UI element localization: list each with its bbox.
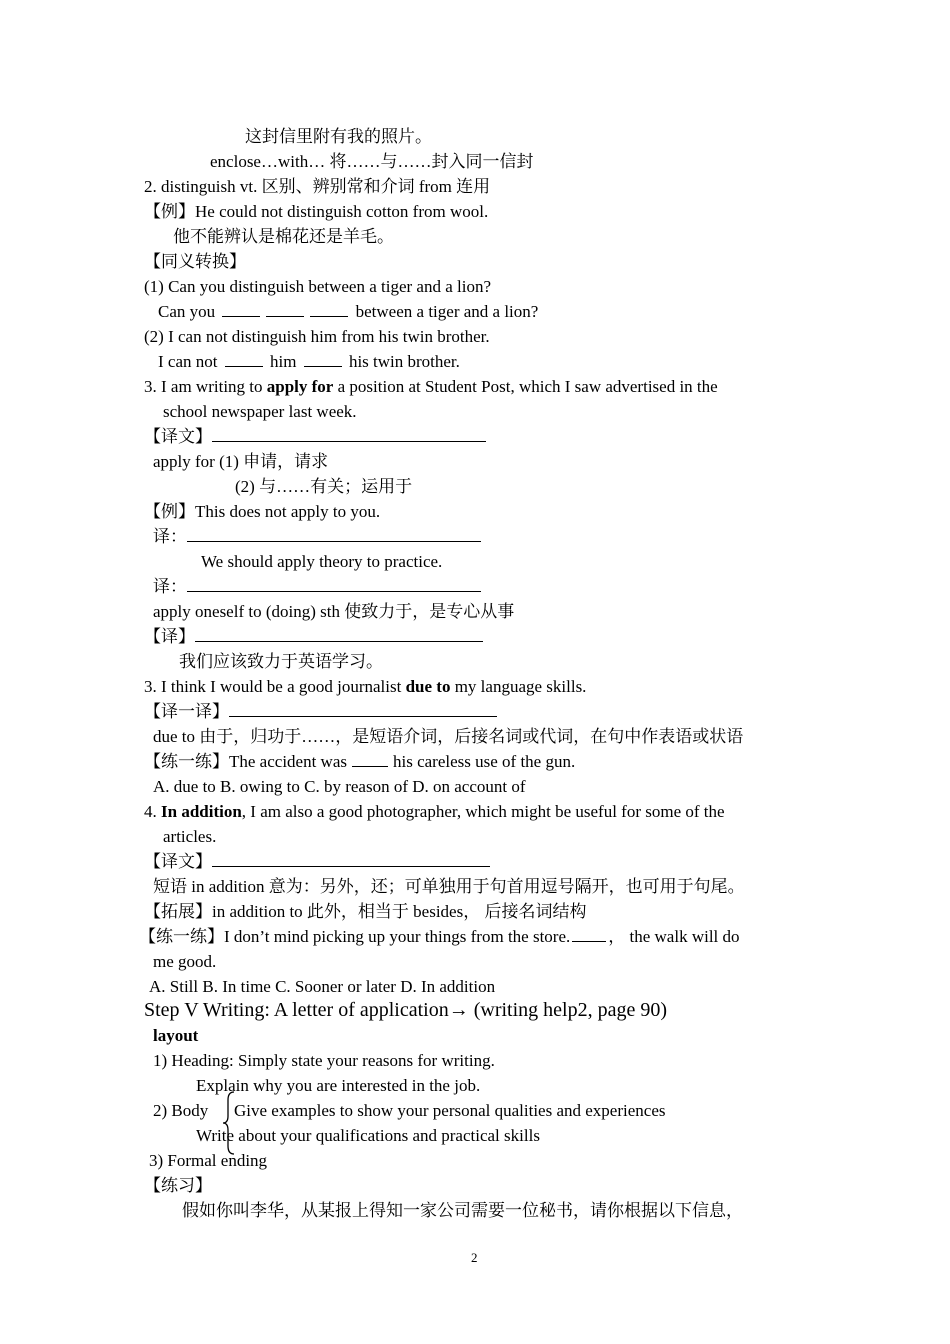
- layout-body-detail: Give examples to show your personal qualities and experiences: [234, 1101, 666, 1120]
- apply-oneself-note: apply oneself to (doing) sth 使致力于，是专心从事: [153, 602, 515, 621]
- practice-prompt: 假如你叫李华，从某报上得知一家公司需要一位秘书，请你根据以下信息，: [182, 1201, 743, 1220]
- practice-label: 【练习】: [144, 1176, 212, 1195]
- question-text: 【练一练】The accident was: [144, 752, 347, 771]
- distinguish-heading: 2. distinguish vt. 区别、辨别常和介词 from 连用: [144, 177, 491, 196]
- sentence-part: my language skills.: [450, 677, 587, 696]
- in-addition-note: 短语 in addition 意为：另外，还；可单独用于句首用逗号隔开，也可用于句尾。: [153, 877, 745, 896]
- answer-blank[interactable]: [187, 526, 481, 542]
- label: 译：: [153, 577, 187, 596]
- sentence-part: 4.: [144, 802, 161, 821]
- question-text: ， the walk will do: [608, 927, 740, 946]
- apply-for-sentence: [144, 376, 718, 398]
- key-phrase: In addition: [161, 802, 242, 821]
- answer-blank[interactable]: [212, 851, 490, 867]
- example-translation: 他不能辨认是棉花还是羊毛。: [173, 227, 394, 246]
- apply-for-sentence-cont: school newspaper last week.: [163, 402, 357, 421]
- label: 【译文】: [144, 427, 212, 446]
- chinese-sentence: 我们应该致力于英语学习。: [179, 652, 383, 671]
- label: 【译文】: [144, 852, 212, 871]
- due-to-sentence: [144, 676, 586, 698]
- transform-answer-1: [158, 301, 538, 323]
- answer-blank[interactable]: [229, 701, 497, 717]
- answer-blank[interactable]: [195, 626, 483, 642]
- sentence-part: 3. I think I would be a good journalist: [144, 677, 406, 696]
- answer-blank[interactable]: [212, 426, 486, 442]
- answer-text: Can you: [158, 302, 216, 321]
- enclose-with-note: enclose…with… 将……与……封入同一信封: [210, 152, 534, 171]
- fill-blank[interactable]: [572, 927, 606, 942]
- answer-text: between a tiger and a lion?: [355, 302, 539, 321]
- label: 【译一译】: [144, 702, 229, 721]
- translation-prompt: [144, 851, 490, 873]
- label: 【译】: [144, 627, 195, 646]
- label: 译：: [153, 527, 187, 546]
- exercise-options: A. Still B. In time C. Sooner or later D. In addition: [149, 977, 496, 996]
- page-number: 2: [471, 1250, 478, 1265]
- sentence-part: 3. I am writing to: [144, 377, 267, 396]
- answer-text: I can not: [158, 352, 218, 371]
- fill-blank[interactable]: [266, 302, 304, 317]
- translation-prompt: [144, 701, 497, 723]
- extension-note: 【拓展】in addition to 此外，相当于 besides， 后接名词结构: [144, 902, 587, 921]
- fill-blank[interactable]: [304, 352, 342, 367]
- translation-prompt: [144, 626, 483, 648]
- transform-question-1: (1) Can you distinguish between a tiger and a lion?: [144, 277, 491, 296]
- exercise-question-cont: me good.: [153, 952, 217, 971]
- sentence-part: a position at Student Post, which I saw advertised in the: [333, 377, 718, 396]
- fill-blank[interactable]: [225, 352, 263, 367]
- translation-prompt: [153, 576, 481, 598]
- question-text: his careless use of the gun.: [393, 752, 576, 771]
- layout-body-detail: Write about your qualifications and practical skills: [196, 1126, 540, 1145]
- exercise-question: [144, 751, 575, 773]
- key-phrase: due to: [405, 677, 451, 696]
- layout-label: layout: [153, 1026, 199, 1045]
- in-addition-sentence-cont: articles.: [163, 827, 217, 846]
- in-addition-sentence: [144, 801, 725, 823]
- fill-blank[interactable]: [310, 302, 348, 317]
- answer-text: his twin brother.: [348, 352, 460, 371]
- exercise-options: A. due to B. owing to C. by reason of D. on account of: [153, 777, 526, 796]
- example-line: We should apply theory to practice.: [201, 552, 443, 571]
- transform-question-2: (2) I can not distinguish him from his twin brother.: [144, 327, 490, 346]
- translation-prompt: [144, 426, 486, 448]
- chinese-translation-line: 这封信里附有我的照片。: [245, 127, 432, 146]
- example-line: 【例】This does not apply to you.: [144, 502, 381, 521]
- layout-heading-item: 1) Heading: Simply state your reasons for writing.: [153, 1051, 495, 1070]
- step-heading: Step V Writing: A letter of application→ (writing help2, page 90): [144, 999, 667, 1021]
- translation-prompt: [153, 526, 481, 548]
- transform-answer-2: [158, 351, 460, 373]
- answer-blank[interactable]: [187, 576, 481, 592]
- apply-for-meaning-1: apply for (1) 申请，请求: [153, 452, 329, 471]
- answer-text: him: [269, 352, 297, 371]
- apply-for-meaning-2: (2) 与……有关；运用于: [235, 477, 413, 496]
- fill-blank[interactable]: [222, 302, 260, 317]
- fill-blank[interactable]: [352, 752, 388, 767]
- example-line: 【例】He could not distinguish cotton from wool.: [144, 202, 489, 221]
- layout-body-item: 2) Body: [153, 1101, 209, 1120]
- key-phrase: apply for: [266, 377, 334, 396]
- layout-ending-item: 3) Formal ending: [149, 1151, 268, 1170]
- layout-heading-detail: Explain why you are interested in the job.: [196, 1076, 481, 1095]
- due-to-note: due to 由于，归功于……，是短语介词，后接名词或代词，在句中作表语或状语: [153, 727, 744, 746]
- question-text: 【练一练】I don’t mind picking up your things from the store.: [139, 927, 571, 946]
- sentence-part: , I am also a good photographer, which might be useful for some of the: [241, 802, 725, 821]
- synonym-transform-label: 【同义转换】: [144, 252, 246, 271]
- exercise-question: [139, 926, 740, 948]
